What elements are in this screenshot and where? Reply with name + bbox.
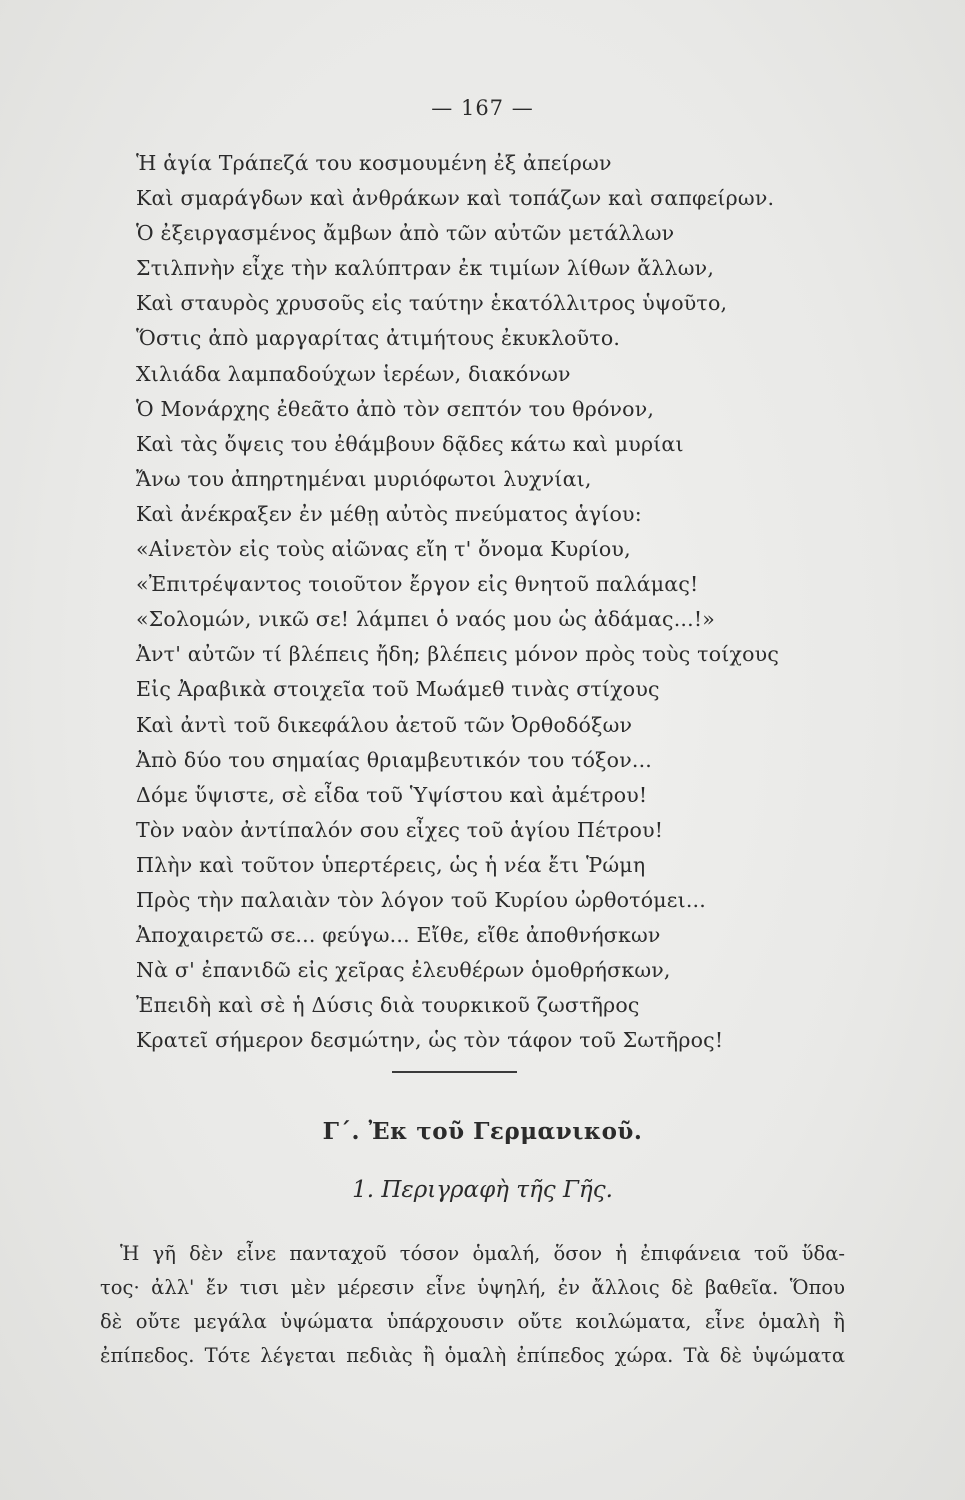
poem-line: Καὶ σμαράγδων καὶ ἀνθράκων καὶ τοπάζων καὶ σαπφείρων. [136, 186, 775, 211]
prose-line: Ἡ γῆ δὲν εἶνε πανταχοῦ τόσον ὁμαλή, ὅσον ἡ ἐπιφάνεια τοῦ ὕδα- [120, 1242, 845, 1265]
poem-line: «Σολομών, νικῶ σε! λάμπει ὁ ναός μου ὡς ἀδάμας...!» [136, 607, 716, 632]
poem-line: «Αἰνετὸν εἰς τοὺς αἰῶνας εἴη τ' ὄνομα Κυρίου, [136, 537, 631, 562]
poem-line: Ἀπὸ δύο του σημαίας θριαμβευτικόν του τόξον... [136, 747, 653, 772]
poem-line: Πλὴν καὶ τοῦτον ὑπερτέρεις, ὡς ἡ νέα ἔτι Ῥώμη [136, 852, 646, 877]
poem-line: Στιλπνὴν εἶχε τὴν καλύπτραν ἐκ τιμίων λίθων ἄλλων, [136, 256, 715, 281]
poem [136, 146, 856, 1058]
poem-line: Τὸν ναὸν ἀντίπαλόν σου εἶχες τοῦ ἁγίου Πέτρου! [136, 817, 664, 842]
poem-line: Καὶ τὰς ὄψεις του ἐθάμβουν δᾷδες κάτω καὶ μυρίαι [136, 431, 684, 456]
subsection-heading: 1. Περιγραφὴ τῆς Γῆς. [352, 1177, 613, 1203]
poem-line: Πρὸς τὴν παλαιὰν τὸν λόγον τοῦ Κυρίου ὠρθοτόμει... [136, 887, 706, 912]
section-heading: Γ΄. Ἐκ τοῦ Γερμανικοῦ. [322, 1118, 643, 1145]
poem-line: Καὶ ἀντὶ τοῦ δικεφάλου ἀετοῦ τῶν Ὀρθοδόξων [136, 712, 633, 737]
poem-line: Κρατεῖ σήμερον δεσμώτην, ὡς τὸν τάφον τοῦ Σωτῆρος! [136, 1028, 724, 1053]
poem-line: Ὅστις ἀπὸ μαργαρίτας ἀτιμήτους ἐκυκλοῦτο. [136, 326, 621, 351]
poem-line: Καὶ ἀνέκραξεν ἐν μέθῃ αὐτὸς πνεύματος ἁγίου: [136, 501, 642, 526]
section-divider [392, 1071, 517, 1073]
prose-line: ἐπίπεδος. Τότε λέγεται πεδιὰς ἢ ὁμαλὴ ἐπίπεδος χώρα. Τὰ δὲ ὑψώματα [100, 1344, 845, 1367]
page-number: — 167 — [431, 96, 534, 120]
poem-line: Χιλιάδα λαμπαδούχων ἱερέων, διακόνων [136, 361, 571, 386]
poem-line: Ἐπειδὴ καὶ σὲ ἡ Δύσις διὰ τουρκικοῦ ζωστῆρος [136, 993, 640, 1018]
poem-line: Ἡ ἁγία Τράπεζά του κοσμουμένη ἐξ ἀπείρων [136, 151, 612, 175]
poem-line: «Ἐπιτρέψαντος τοιοῦτον ἔργον εἰς θνητοῦ παλάμας! [136, 572, 699, 597]
poem-line: Νὰ σ' ἐπανιδῶ εἰς χεῖρας ἐλευθέρων ὁμοθρήσκων, [136, 958, 671, 983]
prose-paragraph [100, 1237, 845, 1373]
poem-line: Ὁ ἐξειργασμένος ἄμβων ἀπὸ τῶν αὐτῶν μετάλλων [136, 221, 675, 246]
poem-line: Ἀντ' αὐτῶν τί βλέπεις ἤδη; βλέπεις μόνον πρὸς τοὺς τοίχους [136, 642, 779, 667]
poem-line: Δόμε ὕψιστε, σὲ εἶδα τοῦ Ὑψίστου καὶ ἀμέτρου! [136, 782, 648, 807]
poem-line: Ὁ Μονάρχης ἐθεᾶτο ἀπὸ τὸν σεπτόν του θρόνον, [136, 396, 655, 421]
prose-line: δὲ οὔτε μεγάλα ὑψώματα ὑπάρχουσιν οὔτε κοιλώματα, εἶνε ὁμαλὴ ἢ [100, 1310, 845, 1333]
prose-line: τος· ἀλλ' ἔν τισι μὲν μέρεσιν εἶνε ὑψηλή, ἐν ἄλλοις δὲ βαθεῖα. Ὅπου [100, 1276, 845, 1299]
poem-line: Εἰς Ἀραβικὰ στοιχεῖα τοῦ Μωάμεθ τινὰς στίχους [136, 677, 660, 702]
poem-line: Καὶ σταυρὸς χρυσοῦς εἰς ταύτην ἑκατόλλιτρος ὑψοῦτο, [136, 291, 728, 316]
poem-line: Ἀποχαιρετῶ σε... φεύγω... Εἴθε, εἴθε ἀποθνήσκων [136, 923, 661, 948]
poem-line: Ἄνω του ἀπηρτημέναι μυριόφωτοι λυχνίαι, [136, 466, 592, 491]
